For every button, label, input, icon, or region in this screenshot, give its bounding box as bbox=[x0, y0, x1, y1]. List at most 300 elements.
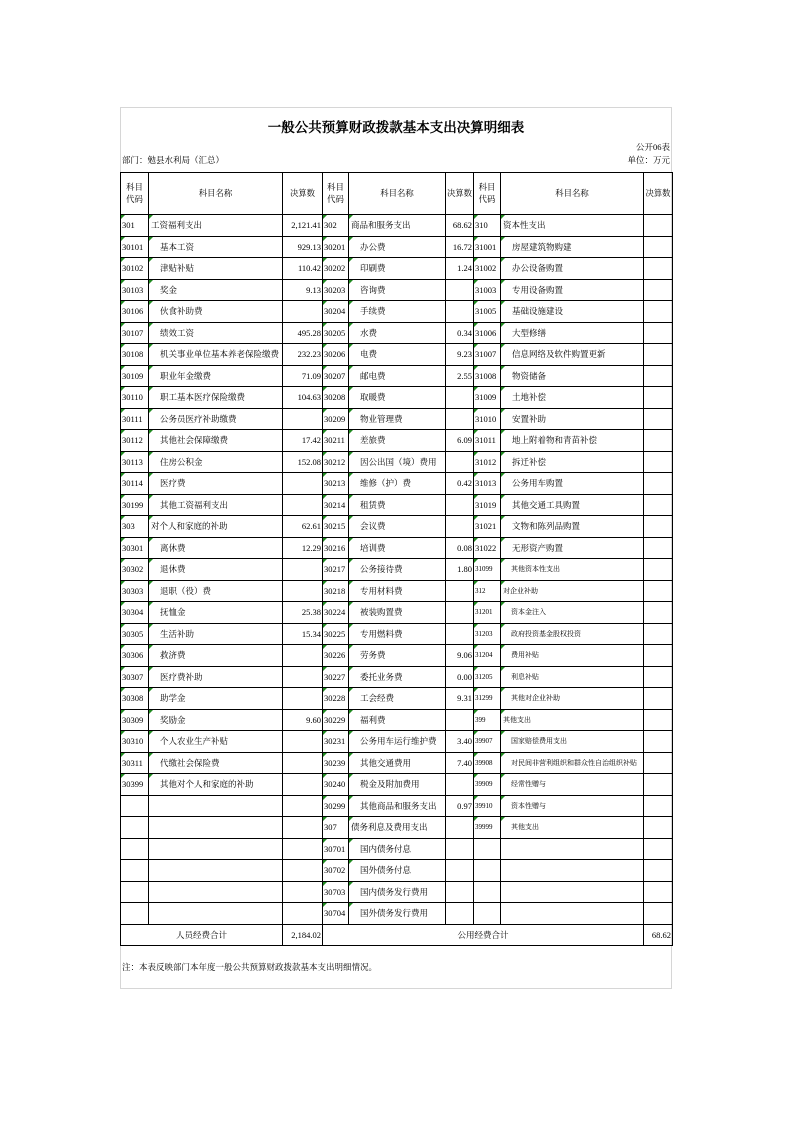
right-amount-cell bbox=[644, 301, 673, 323]
left-amount-cell bbox=[283, 795, 323, 817]
mid-code-cell: 30224 bbox=[323, 602, 349, 624]
left-code-cell: 30106 bbox=[121, 301, 149, 323]
expenditure-table bbox=[120, 172, 673, 946]
right-name-cell: 对民间非营利组织和群众性自治组织补贴 bbox=[501, 752, 644, 774]
left-name-cell bbox=[149, 881, 283, 903]
right-name-cell bbox=[501, 881, 644, 903]
table-row bbox=[121, 860, 673, 882]
right-amount-cell bbox=[644, 774, 673, 796]
table-row bbox=[121, 731, 673, 753]
right-code-cell: 39909 bbox=[474, 774, 501, 796]
right-amount-cell bbox=[644, 688, 673, 710]
right-amount-cell bbox=[644, 430, 673, 452]
left-code-cell bbox=[121, 860, 149, 882]
left-amount-cell bbox=[283, 645, 323, 667]
left-code-cell bbox=[121, 903, 149, 925]
mid-amount-cell: 16.72 bbox=[446, 236, 474, 258]
table-row bbox=[121, 322, 673, 344]
left-amount-cell bbox=[283, 408, 323, 430]
right-name-cell: 基础设施建设 bbox=[501, 301, 644, 323]
left-name-cell: 救济费 bbox=[149, 645, 283, 667]
right-name-cell: 利息补贴 bbox=[501, 666, 644, 688]
mid-amount-cell bbox=[446, 838, 474, 860]
right-name-cell: 其他交通工具购置 bbox=[501, 494, 644, 516]
header-amount-cell: 决算数 bbox=[446, 173, 474, 215]
left-code-cell bbox=[121, 838, 149, 860]
right-name-cell: 无形资产购置 bbox=[501, 537, 644, 559]
mid-amount-cell bbox=[446, 881, 474, 903]
right-amount-cell bbox=[644, 451, 673, 473]
mid-amount-cell: 9.23 bbox=[446, 344, 474, 366]
header-row bbox=[121, 173, 673, 215]
header-amount-cell: 决算数 bbox=[283, 173, 323, 215]
mid-code-cell: 30239 bbox=[323, 752, 349, 774]
left-name-cell: 其他社会保障缴费 bbox=[149, 430, 283, 452]
mid-amount-cell bbox=[446, 709, 474, 731]
header-code-cell: 科目 代码 bbox=[323, 173, 349, 215]
right-amount-cell bbox=[644, 795, 673, 817]
right-code-cell: 31203 bbox=[474, 623, 501, 645]
left-amount-cell: 12.29 bbox=[283, 537, 323, 559]
mid-amount-cell: 0.97 bbox=[446, 795, 474, 817]
table-row bbox=[121, 451, 673, 473]
mid-code-cell: 30209 bbox=[323, 408, 349, 430]
left-name-cell: 职业年金缴费 bbox=[149, 365, 283, 387]
mid-name-cell: 被装购置费 bbox=[349, 602, 446, 624]
mid-name-cell: 印刷费 bbox=[349, 258, 446, 280]
mid-code-cell: 30227 bbox=[323, 666, 349, 688]
header-name-cell: 科目名称 bbox=[149, 173, 283, 215]
mid-code-cell: 30214 bbox=[323, 494, 349, 516]
table-row bbox=[121, 688, 673, 710]
right-code-cell: 399 bbox=[474, 709, 501, 731]
left-amount-cell bbox=[283, 774, 323, 796]
mid-code-cell: 30299 bbox=[323, 795, 349, 817]
right-name-cell bbox=[501, 838, 644, 860]
mid-name-cell: 其他交通费用 bbox=[349, 752, 446, 774]
right-amount-cell bbox=[644, 580, 673, 602]
right-code-cell: 31019 bbox=[474, 494, 501, 516]
right-amount-cell bbox=[644, 494, 673, 516]
left-amount-cell bbox=[283, 688, 323, 710]
left-amount-cell bbox=[283, 860, 323, 882]
table-body bbox=[121, 215, 673, 925]
right-code-cell: 31022 bbox=[474, 537, 501, 559]
table-row bbox=[121, 903, 673, 925]
right-code-cell: 31005 bbox=[474, 301, 501, 323]
mid-name-cell: 专用材料费 bbox=[349, 580, 446, 602]
table-row bbox=[121, 365, 673, 387]
right-amount-cell bbox=[644, 666, 673, 688]
mid-code-cell: 30218 bbox=[323, 580, 349, 602]
right-name-cell bbox=[501, 860, 644, 882]
department-label: 部门：勉县水利局（汇总） bbox=[122, 155, 225, 165]
table-row bbox=[121, 494, 673, 516]
header-name-cell: 科目名称 bbox=[501, 173, 644, 215]
right-amount-cell bbox=[644, 344, 673, 366]
right-code-cell bbox=[474, 881, 501, 903]
left-amount-cell: 62.61 bbox=[283, 516, 323, 538]
right-amount-cell bbox=[644, 408, 673, 430]
mid-name-cell: 维修（护）费 bbox=[349, 473, 446, 495]
right-code-cell: 31003 bbox=[474, 279, 501, 301]
right-code-cell: 31012 bbox=[474, 451, 501, 473]
left-code-cell bbox=[121, 881, 149, 903]
mid-amount-cell bbox=[446, 602, 474, 624]
right-name-cell: 其他资本性支出 bbox=[501, 559, 644, 581]
mid-amount-cell bbox=[446, 580, 474, 602]
mid-code-cell: 30228 bbox=[323, 688, 349, 710]
right-code-cell: 31001 bbox=[474, 236, 501, 258]
mid-name-cell: 专用燃料费 bbox=[349, 623, 446, 645]
right-code-cell: 31007 bbox=[474, 344, 501, 366]
table-row bbox=[121, 709, 673, 731]
mid-code-cell: 30225 bbox=[323, 623, 349, 645]
mid-name-cell: 其他商品和服务支出 bbox=[349, 795, 446, 817]
table-row bbox=[121, 881, 673, 903]
table-row bbox=[121, 344, 673, 366]
left-name-cell: 离休费 bbox=[149, 537, 283, 559]
right-code-cell: 310 bbox=[474, 215, 501, 237]
left-code-cell: 30102 bbox=[121, 258, 149, 280]
left-name-cell bbox=[149, 838, 283, 860]
right-code-cell: 39908 bbox=[474, 752, 501, 774]
left-amount-cell: 110.42 bbox=[283, 258, 323, 280]
right-name-cell: 房屋建筑物购建 bbox=[501, 236, 644, 258]
mid-code-cell: 30702 bbox=[323, 860, 349, 882]
table-row bbox=[121, 623, 673, 645]
right-amount-cell bbox=[644, 473, 673, 495]
right-code-cell: 31002 bbox=[474, 258, 501, 280]
unit-label: 单位：万元 bbox=[627, 155, 670, 165]
left-name-cell bbox=[149, 817, 283, 839]
mid-amount-cell bbox=[446, 817, 474, 839]
left-amount-cell: 9.13 bbox=[283, 279, 323, 301]
left-amount-cell: 71.09 bbox=[283, 365, 323, 387]
left-amount-cell: 17.42 bbox=[283, 430, 323, 452]
right-code-cell: 31021 bbox=[474, 516, 501, 538]
mid-code-cell: 30231 bbox=[323, 731, 349, 753]
right-amount-cell bbox=[644, 817, 673, 839]
mid-amount-cell: 1.24 bbox=[446, 258, 474, 280]
right-code-cell: 31205 bbox=[474, 666, 501, 688]
right-amount-cell bbox=[644, 279, 673, 301]
right-code-cell: 39910 bbox=[474, 795, 501, 817]
right-name-cell: 地上附着物和青苗补偿 bbox=[501, 430, 644, 452]
left-code-cell bbox=[121, 795, 149, 817]
mid-amount-cell bbox=[446, 860, 474, 882]
left-code-cell: 30309 bbox=[121, 709, 149, 731]
mid-name-cell: 培训费 bbox=[349, 537, 446, 559]
left-name-cell: 助学金 bbox=[149, 688, 283, 710]
left-amount-cell: 2,121.41 bbox=[283, 215, 323, 237]
right-amount-cell bbox=[644, 752, 673, 774]
mid-amount-cell bbox=[446, 301, 474, 323]
right-name-cell: 物资储备 bbox=[501, 365, 644, 387]
right-name-cell: 资本性赠与 bbox=[501, 795, 644, 817]
mid-name-cell: 税金及附加费用 bbox=[349, 774, 446, 796]
right-name-cell: 拆迁补偿 bbox=[501, 451, 644, 473]
left-code-cell: 30101 bbox=[121, 236, 149, 258]
table-row bbox=[121, 645, 673, 667]
mid-code-cell: 30213 bbox=[323, 473, 349, 495]
table-row bbox=[121, 559, 673, 581]
left-amount-cell bbox=[283, 301, 323, 323]
right-amount-cell bbox=[644, 838, 673, 860]
right-name-cell: 办公设备购置 bbox=[501, 258, 644, 280]
mid-amount-cell bbox=[446, 623, 474, 645]
left-code-cell: 30302 bbox=[121, 559, 149, 581]
mid-code-cell: 30703 bbox=[323, 881, 349, 903]
left-amount-cell: 9.60 bbox=[283, 709, 323, 731]
mid-amount-cell: 9.06 bbox=[446, 645, 474, 667]
left-amount-cell bbox=[283, 666, 323, 688]
header-name-cell: 科目名称 bbox=[349, 173, 446, 215]
right-amount-cell bbox=[644, 537, 673, 559]
left-amount-cell bbox=[283, 752, 323, 774]
mid-code-cell: 30240 bbox=[323, 774, 349, 796]
left-name-cell: 奖金 bbox=[149, 279, 283, 301]
form-number: 公开06表 bbox=[635, 142, 670, 152]
right-amount-cell bbox=[644, 365, 673, 387]
mid-name-cell: 差旅费 bbox=[349, 430, 446, 452]
mid-name-cell: 因公出国（境）费用 bbox=[349, 451, 446, 473]
left-name-cell: 津贴补贴 bbox=[149, 258, 283, 280]
mid-name-cell: 劳务费 bbox=[349, 645, 446, 667]
right-name-cell: 资本性支出 bbox=[501, 215, 644, 237]
right-amount-cell bbox=[644, 322, 673, 344]
table-row bbox=[121, 795, 673, 817]
left-amount-cell bbox=[283, 580, 323, 602]
right-name-cell: 公务用车购置 bbox=[501, 473, 644, 495]
left-amount-cell bbox=[283, 473, 323, 495]
personnel-total-amount: 2,184.02 bbox=[283, 924, 323, 946]
left-name-cell: 绩效工资 bbox=[149, 322, 283, 344]
left-name-cell: 医疗费 bbox=[149, 473, 283, 495]
left-name-cell: 代缴社会保险费 bbox=[149, 752, 283, 774]
right-name-cell: 文物和陈列品购置 bbox=[501, 516, 644, 538]
left-code-cell: 30310 bbox=[121, 731, 149, 753]
right-code-cell bbox=[474, 838, 501, 860]
left-name-cell: 住房公积金 bbox=[149, 451, 283, 473]
left-amount-cell bbox=[283, 903, 323, 925]
mid-code-cell: 30217 bbox=[323, 559, 349, 581]
table-row bbox=[121, 215, 673, 237]
header-amount-cell: 决算数 bbox=[644, 173, 673, 215]
table-row bbox=[121, 752, 673, 774]
mid-code-cell: 30207 bbox=[323, 365, 349, 387]
left-amount-cell bbox=[283, 494, 323, 516]
totals-row bbox=[121, 924, 673, 946]
mid-amount-cell: 1.80 bbox=[446, 559, 474, 581]
table-row bbox=[121, 473, 673, 495]
personnel-total-label: 人员经费合计 bbox=[121, 924, 283, 946]
mid-amount-cell bbox=[446, 494, 474, 516]
right-code-cell: 31204 bbox=[474, 645, 501, 667]
left-name-cell: 职工基本医疗保险缴费 bbox=[149, 387, 283, 409]
left-amount-cell: 25.38 bbox=[283, 602, 323, 624]
right-code-cell bbox=[474, 860, 501, 882]
left-name-cell: 其他工资福利支出 bbox=[149, 494, 283, 516]
left-amount-cell: 232.23 bbox=[283, 344, 323, 366]
left-code-cell: 30306 bbox=[121, 645, 149, 667]
right-amount-cell bbox=[644, 516, 673, 538]
mid-code-cell: 30212 bbox=[323, 451, 349, 473]
left-name-cell: 基本工资 bbox=[149, 236, 283, 258]
mid-amount-cell: 2.55 bbox=[446, 365, 474, 387]
table-row bbox=[121, 430, 673, 452]
right-amount-cell bbox=[644, 559, 673, 581]
mid-code-cell: 30229 bbox=[323, 709, 349, 731]
left-name-cell: 退职（役）费 bbox=[149, 580, 283, 602]
public-total-amount: 68.62 bbox=[644, 924, 673, 946]
right-name-cell: 资本金注入 bbox=[501, 602, 644, 624]
left-code-cell: 30311 bbox=[121, 752, 149, 774]
header-code-cell: 科目 代码 bbox=[474, 173, 501, 215]
right-amount-cell bbox=[644, 645, 673, 667]
left-name-cell bbox=[149, 903, 283, 925]
right-amount-cell bbox=[644, 387, 673, 409]
mid-amount-cell: 68.62 bbox=[446, 215, 474, 237]
left-code-cell: 30399 bbox=[121, 774, 149, 796]
table-row bbox=[121, 537, 673, 559]
table-row bbox=[121, 817, 673, 839]
left-amount-cell bbox=[283, 731, 323, 753]
left-amount-cell bbox=[283, 838, 323, 860]
mid-code-cell: 30206 bbox=[323, 344, 349, 366]
mid-name-cell: 国外债务发行费用 bbox=[349, 903, 446, 925]
mid-name-cell: 咨询费 bbox=[349, 279, 446, 301]
left-code-cell: 30301 bbox=[121, 537, 149, 559]
mid-amount-cell bbox=[446, 279, 474, 301]
mid-name-cell: 办公费 bbox=[349, 236, 446, 258]
mid-name-cell: 国外债务付息 bbox=[349, 860, 446, 882]
table-row bbox=[121, 580, 673, 602]
table-row bbox=[121, 666, 673, 688]
right-name-cell: 其他支出 bbox=[501, 817, 644, 839]
mid-code-cell: 30211 bbox=[323, 430, 349, 452]
footnote: 注：本表反映部门本年度一般公共预算财政拨款基本支出明细情况。 bbox=[122, 962, 378, 972]
table-row bbox=[121, 838, 673, 860]
header-code-cell: 科目 代码 bbox=[121, 173, 149, 215]
page-title: 一般公共预算财政拨款基本支出决算明细表 bbox=[267, 120, 525, 135]
mid-name-cell: 国内债务付息 bbox=[349, 838, 446, 860]
right-name-cell: 安置补助 bbox=[501, 408, 644, 430]
mid-code-cell: 30704 bbox=[323, 903, 349, 925]
left-code-cell: 303 bbox=[121, 516, 149, 538]
mid-name-cell: 邮电费 bbox=[349, 365, 446, 387]
right-name-cell: 政府投资基金股权投资 bbox=[501, 623, 644, 645]
left-name-cell: 奖励金 bbox=[149, 709, 283, 731]
left-code-cell: 30308 bbox=[121, 688, 149, 710]
mid-code-cell: 30203 bbox=[323, 279, 349, 301]
table-row bbox=[121, 258, 673, 280]
mid-amount-cell bbox=[446, 903, 474, 925]
left-name-cell: 个人农业生产补贴 bbox=[149, 731, 283, 753]
mid-amount-cell: 0.42 bbox=[446, 473, 474, 495]
mid-code-cell: 30701 bbox=[323, 838, 349, 860]
left-code-cell: 30109 bbox=[121, 365, 149, 387]
right-code-cell: 31011 bbox=[474, 430, 501, 452]
mid-name-cell: 手续费 bbox=[349, 301, 446, 323]
right-amount-cell bbox=[644, 236, 673, 258]
mid-name-cell: 债务利息及费用支出 bbox=[349, 817, 446, 839]
left-amount-cell: 104.63 bbox=[283, 387, 323, 409]
right-code-cell: 31201 bbox=[474, 602, 501, 624]
mid-name-cell: 会议费 bbox=[349, 516, 446, 538]
right-name-cell: 其他支出 bbox=[501, 709, 644, 731]
mid-code-cell: 30216 bbox=[323, 537, 349, 559]
right-code-cell: 31013 bbox=[474, 473, 501, 495]
right-amount-cell bbox=[644, 881, 673, 903]
left-amount-cell: 929.13 bbox=[283, 236, 323, 258]
right-name-cell: 专用设备购置 bbox=[501, 279, 644, 301]
mid-name-cell: 国内债务发行费用 bbox=[349, 881, 446, 903]
right-code-cell: 39907 bbox=[474, 731, 501, 753]
mid-name-cell: 商品和服务支出 bbox=[349, 215, 446, 237]
left-name-cell: 工资福利支出 bbox=[149, 215, 283, 237]
left-amount-cell: 495.28 bbox=[283, 322, 323, 344]
mid-code-cell: 30201 bbox=[323, 236, 349, 258]
right-amount-cell bbox=[644, 860, 673, 882]
right-amount-cell bbox=[644, 258, 673, 280]
right-code-cell: 31299 bbox=[474, 688, 501, 710]
left-code-cell: 301 bbox=[121, 215, 149, 237]
right-name-cell bbox=[501, 903, 644, 925]
left-amount-cell: 152.08 bbox=[283, 451, 323, 473]
left-code-cell: 30303 bbox=[121, 580, 149, 602]
table-row bbox=[121, 774, 673, 796]
left-code-cell: 30305 bbox=[121, 623, 149, 645]
right-code-cell: 31008 bbox=[474, 365, 501, 387]
right-amount-cell bbox=[644, 709, 673, 731]
left-name-cell bbox=[149, 795, 283, 817]
table-row bbox=[121, 602, 673, 624]
mid-amount-cell bbox=[446, 408, 474, 430]
mid-name-cell: 水费 bbox=[349, 322, 446, 344]
mid-code-cell: 30215 bbox=[323, 516, 349, 538]
left-code-cell: 30304 bbox=[121, 602, 149, 624]
left-amount-cell: 15.34 bbox=[283, 623, 323, 645]
right-code-cell: 31010 bbox=[474, 408, 501, 430]
mid-name-cell: 公务接待费 bbox=[349, 559, 446, 581]
left-name-cell: 医疗费补助 bbox=[149, 666, 283, 688]
right-amount-cell bbox=[644, 731, 673, 753]
table-row bbox=[121, 387, 673, 409]
right-code-cell: 312 bbox=[474, 580, 501, 602]
table-row bbox=[121, 279, 673, 301]
left-name-cell: 对个人和家庭的补助 bbox=[149, 516, 283, 538]
mid-code-cell: 30202 bbox=[323, 258, 349, 280]
mid-code-cell: 302 bbox=[323, 215, 349, 237]
table-row bbox=[121, 408, 673, 430]
left-amount-cell bbox=[283, 559, 323, 581]
right-name-cell: 对企业补助 bbox=[501, 580, 644, 602]
left-name-cell: 机关事业单位基本养老保险缴费 bbox=[149, 344, 283, 366]
left-code-cell: 30199 bbox=[121, 494, 149, 516]
right-name-cell: 其他对企业补助 bbox=[501, 688, 644, 710]
mid-name-cell: 工会经费 bbox=[349, 688, 446, 710]
left-name-cell: 抚恤金 bbox=[149, 602, 283, 624]
right-code-cell: 31099 bbox=[474, 559, 501, 581]
mid-amount-cell bbox=[446, 451, 474, 473]
mid-amount-cell: 6.09 bbox=[446, 430, 474, 452]
mid-code-cell: 307 bbox=[323, 817, 349, 839]
mid-amount-cell: 0.34 bbox=[446, 322, 474, 344]
public-total-label: 公用经费合计 bbox=[323, 924, 644, 946]
left-code-cell: 30108 bbox=[121, 344, 149, 366]
left-name-cell: 其他对个人和家庭的补助 bbox=[149, 774, 283, 796]
